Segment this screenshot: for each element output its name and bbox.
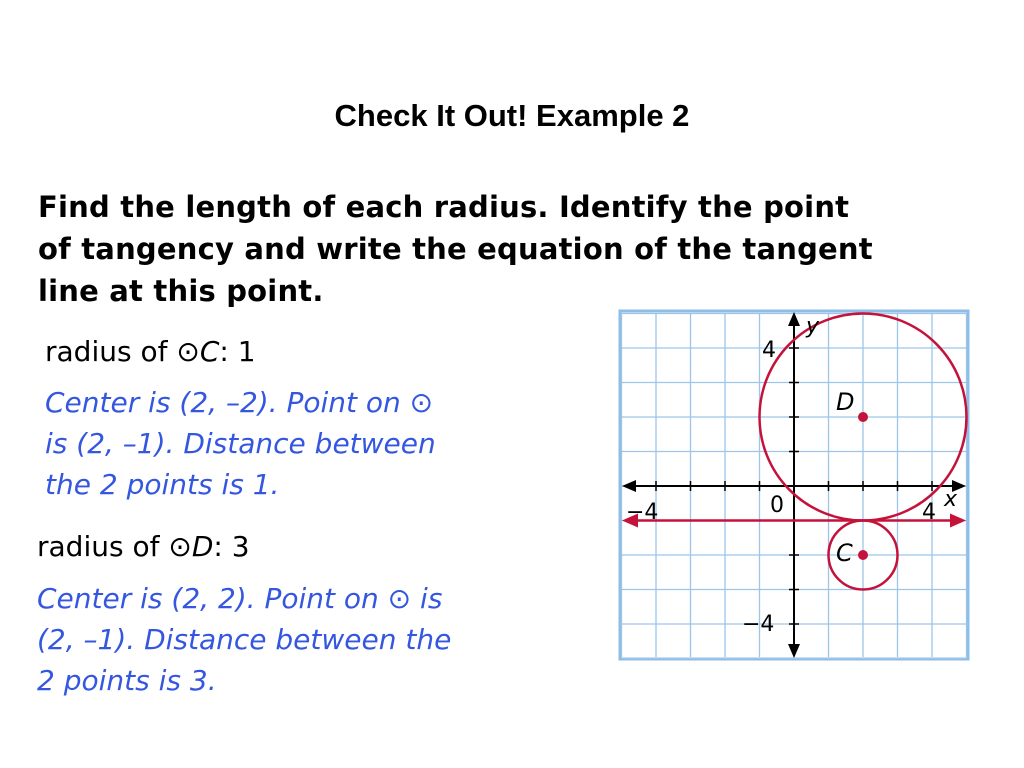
- y-tick-label-4: 4: [762, 338, 776, 363]
- x-tick-label-neg4: −4: [626, 500, 659, 525]
- circle-symbol-icon: ⊙: [168, 530, 192, 563]
- x-tick-label-4: 4: [922, 500, 936, 525]
- explanation-line: the 2 points is 1.: [45, 468, 280, 501]
- prompt-line: line at this point.: [38, 274, 324, 308]
- y-axis-label: y: [806, 314, 820, 339]
- center-point-c: [858, 550, 868, 560]
- explanation-line: Center is (2, 2). Point on ⊙ is: [37, 582, 443, 615]
- center-point-d: [858, 412, 868, 422]
- point-label-c: C: [836, 539, 853, 567]
- explanation-line: Center is (2, –2). Point on ⊙: [45, 386, 434, 419]
- prompt-line: Find the length of each radius. Identify the point: [38, 190, 850, 224]
- radius-value: : 1: [219, 335, 256, 368]
- circle-symbol-icon: ⊙: [176, 335, 200, 368]
- explanation-line: (2, –1). Distance between the: [37, 623, 452, 656]
- radius-value: : 3: [213, 530, 250, 563]
- prompt-line: of tangency and write the equation of the tangent: [38, 232, 873, 266]
- slide-title: Check It Out! Example 2: [334, 98, 690, 133]
- radius-label-prefix: radius of: [37, 530, 169, 563]
- x-axis-label: x: [944, 487, 958, 512]
- origin-label: 0: [770, 493, 784, 518]
- circle-name: C: [199, 335, 220, 368]
- circle-name: D: [191, 530, 214, 563]
- explanation-line: 2 points is 3.: [37, 664, 217, 697]
- y-tick-label-neg4: −4: [742, 612, 775, 637]
- radius-label-prefix: radius of: [45, 335, 177, 368]
- point-label-d: D: [836, 388, 855, 416]
- explanation-line: is (2, –1). Distance between: [45, 427, 436, 460]
